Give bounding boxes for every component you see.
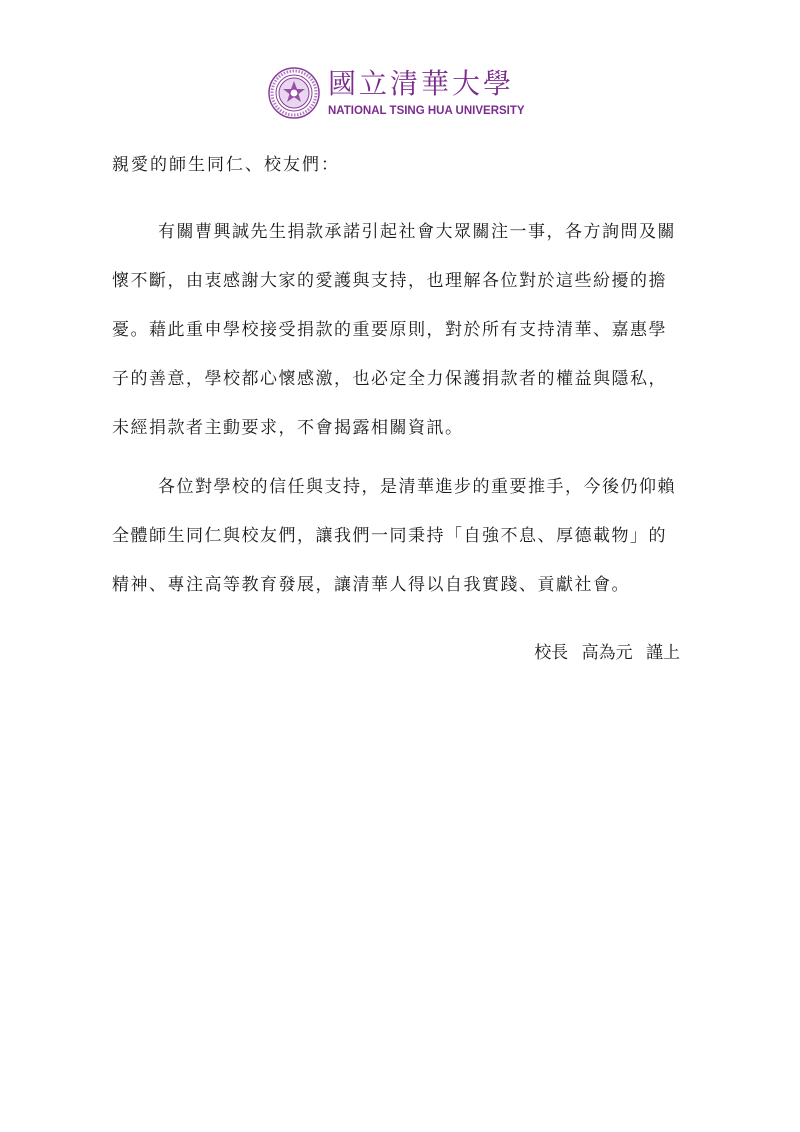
paragraph2-line-1: 各位對學校的信任與支持，是清華進步的重要推手，今後仍仰賴 xyxy=(158,477,676,497)
signature-name: 高為元 xyxy=(581,643,633,663)
paragraph1-line-4: 子的善意，學校都心懷感激，也必定全力保護捐款者的權益與隱私， xyxy=(112,369,667,389)
university-seal-icon xyxy=(268,67,320,119)
university-name-block xyxy=(328,68,525,118)
letter-salutation: 親愛的師生同仁、校友們： xyxy=(112,155,340,175)
letterhead xyxy=(268,66,525,120)
paragraph2-line-2: 全體師生同仁與校友們，讓我們一同秉持「自強不息、厚德載物」的 xyxy=(112,526,667,546)
paragraph2-line-3: 精神、專注高等教育發展，讓清華人得以自我實踐、貢獻社會。 xyxy=(112,575,630,595)
paragraph1-line-5: 未經捐款者主動要求，不會揭露相關資訊。 xyxy=(112,418,464,438)
university-name-chinese: 國立清華大學 xyxy=(328,67,515,100)
university-name-english: NATIONAL TSING HUA UNIVERSITY xyxy=(328,105,525,117)
paragraph1-line-2: 懷不斷，由衷感謝大家的愛護與支持，也理解各位對於這些紛擾的擔 xyxy=(112,271,667,291)
paragraph1-line-1: 有關曹興誠先生捐款承諾引起社會大眾關注一事，各方詢問及關 xyxy=(158,222,676,242)
signature-title: 校長 xyxy=(534,643,569,663)
signature-closing: 謹上 xyxy=(646,643,680,663)
letter-signature xyxy=(534,638,680,663)
paragraph1-line-3: 憂。藉此重申學校接受捐款的重要原則，對於所有支持清華、嘉惠學 xyxy=(112,320,667,340)
